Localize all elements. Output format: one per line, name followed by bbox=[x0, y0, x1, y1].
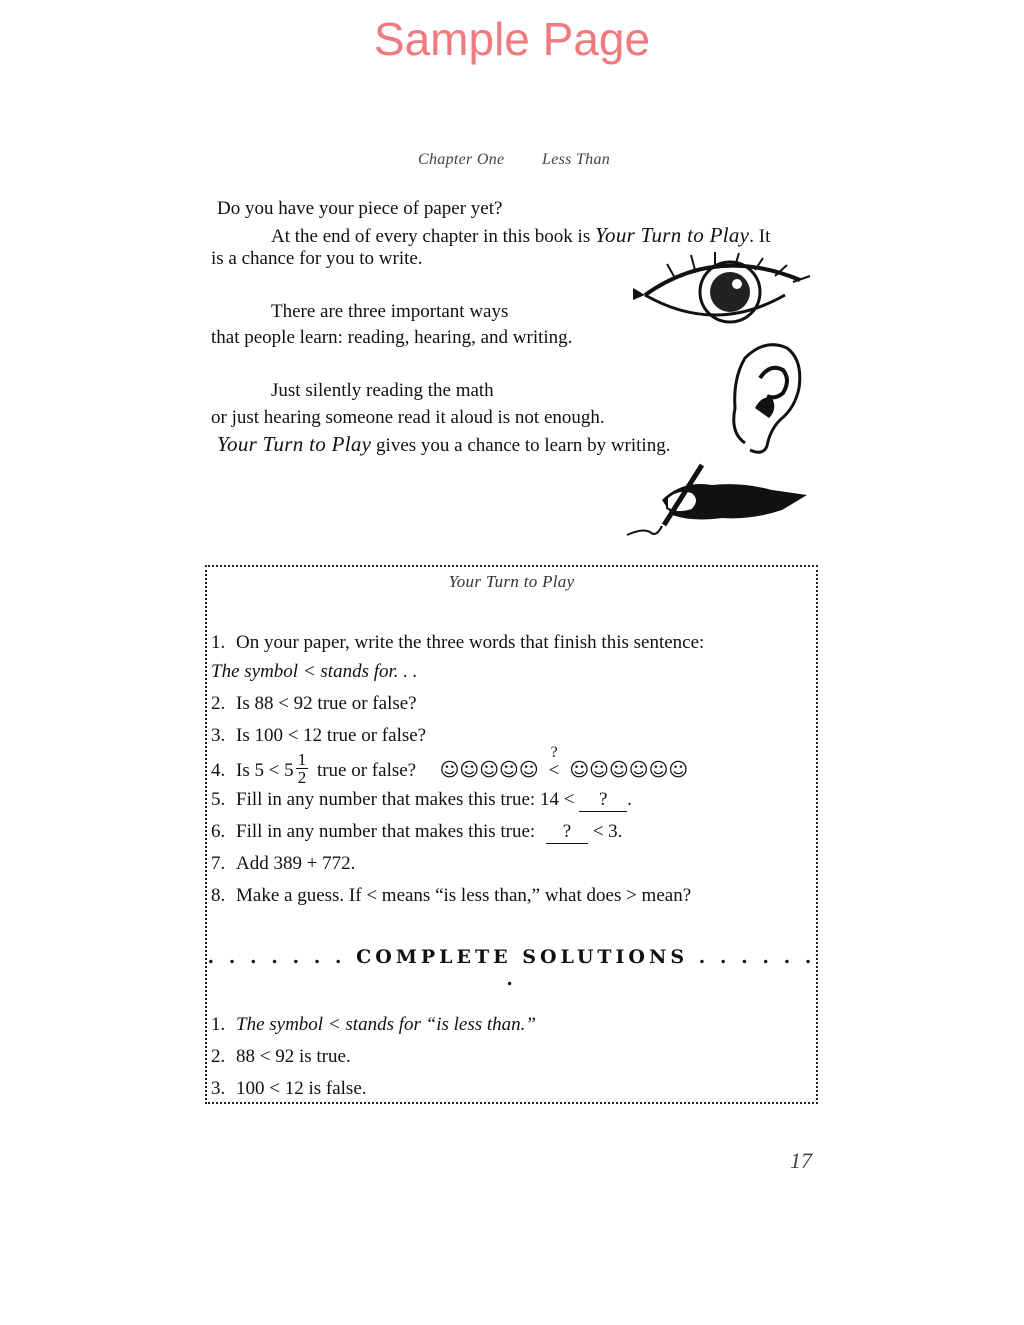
your-turn-to-play-inline: Your Turn to Play bbox=[594, 223, 750, 247]
solution-2 bbox=[211, 1046, 351, 1068]
question-less-than-symbol bbox=[548, 743, 560, 782]
intro-line-7: or just hearing someone read it aloud is not enough. bbox=[211, 407, 605, 428]
question-8 bbox=[211, 885, 691, 907]
question-text-end: < 3. bbox=[592, 821, 623, 842]
question-number: 2. bbox=[211, 693, 226, 714]
question-text: Is 100 < 12 true or false? bbox=[236, 725, 427, 746]
question-number: 1. bbox=[211, 632, 226, 653]
question-text: Is 88 < 92 true or false? bbox=[236, 693, 417, 714]
question-5 bbox=[211, 789, 632, 812]
solution-text: 100 < 12 is false. bbox=[236, 1078, 367, 1099]
question-text: Is 5 < 5 bbox=[236, 759, 294, 781]
box-title: Your Turn to Play bbox=[448, 572, 575, 591]
intro-line-5: that people learn: reading, hearing, and writing. bbox=[211, 327, 573, 348]
eye-illustration-icon bbox=[615, 250, 815, 330]
intro-line-6: Just silently reading the math bbox=[271, 380, 494, 401]
complete-solutions-heading: . . . . . . . COMPLETE SOLUTIONS . . . . . . . bbox=[207, 946, 816, 990]
intro-line-1: Do you have your piece of paper yet? bbox=[217, 198, 503, 219]
question-mark: ? bbox=[550, 743, 558, 761]
question-text-end: . bbox=[627, 789, 632, 810]
less-than-symbol: < bbox=[548, 759, 560, 781]
smiley-group-left-icon: ☺☺☺☺☺ bbox=[439, 758, 539, 781]
question-text: Add 389 + 772. bbox=[236, 853, 356, 874]
your-turn-to-play-inline-2: Your Turn to Play bbox=[217, 432, 372, 456]
question-number: 4. bbox=[211, 759, 226, 781]
question-number: 3. bbox=[211, 725, 226, 746]
question-1-sentence: The symbol < stands for. . . bbox=[211, 661, 418, 682]
question-number: 7. bbox=[211, 853, 226, 874]
question-text: Make a guess. If < means “is less than,” what does > mean? bbox=[236, 885, 692, 906]
question-number: 6. bbox=[211, 821, 226, 842]
question-text: On your paper, write the three words that finish this sentence: bbox=[236, 632, 705, 653]
answer-blank: ? bbox=[579, 789, 627, 812]
ear-illustration-icon bbox=[725, 338, 805, 458]
solution-number: 3. bbox=[211, 1078, 226, 1099]
fraction-denominator: 2 bbox=[297, 768, 307, 787]
fraction-one-half bbox=[296, 751, 309, 786]
intro-line-8-text: gives you a chance to learn by writing. bbox=[376, 435, 671, 456]
intro-line-2-text: At the end of every chapter in this book is bbox=[271, 226, 591, 247]
question-3 bbox=[211, 725, 426, 747]
page-number: 17 bbox=[790, 1148, 812, 1173]
intro-line-8 bbox=[217, 431, 670, 459]
sample-page-watermark: Sample Page bbox=[373, 13, 651, 65]
question-2 bbox=[211, 693, 417, 715]
question-text: Fill in any number that makes this true: bbox=[236, 821, 536, 842]
chapter-subtitle: Less Than bbox=[542, 151, 611, 168]
intro-line-3: is a chance for you to write. bbox=[211, 248, 423, 269]
question-text-end: true or false? bbox=[316, 759, 417, 781]
writing-hand-icon bbox=[622, 460, 812, 542]
question-7 bbox=[211, 853, 355, 875]
question-6 bbox=[211, 821, 622, 844]
answer-blank: ? bbox=[546, 821, 588, 844]
chapter-label: Chapter One bbox=[418, 151, 505, 168]
solution-number: 1. bbox=[211, 1014, 226, 1035]
question-text: Fill in any number that makes this true: 14 < bbox=[236, 789, 575, 810]
solution-number: 2. bbox=[211, 1046, 226, 1067]
question-number: 8. bbox=[211, 885, 226, 906]
question-1 bbox=[211, 632, 704, 654]
solution-1 bbox=[211, 1014, 536, 1036]
solution-text: 88 < 92 is true. bbox=[236, 1046, 351, 1067]
smiley-group-right-icon: ☺☺☺☺☺☺ bbox=[569, 758, 689, 781]
solution-3 bbox=[211, 1078, 367, 1100]
solution-text: The symbol < stands for “is less than.” bbox=[236, 1014, 536, 1035]
question-4 bbox=[211, 743, 689, 787]
fraction-numerator: 1 bbox=[297, 750, 307, 769]
intro-line-4: There are three important ways bbox=[271, 301, 509, 322]
intro-line-2-end: . It bbox=[749, 226, 771, 247]
question-number: 5. bbox=[211, 789, 226, 810]
